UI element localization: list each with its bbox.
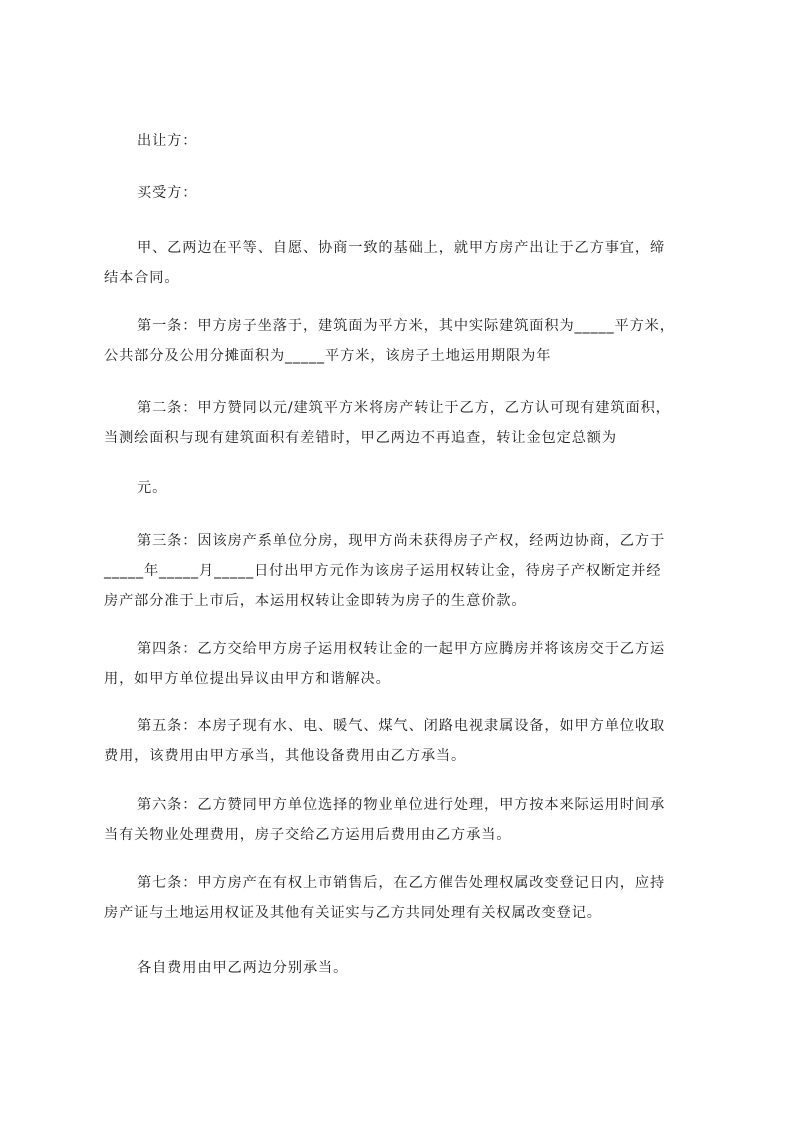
article-1: 第一条：甲方房子坐落于，建筑面为平方米，其中实际建筑面积为_____平方米， 公共部分及公用分摊面积为_____平方米，该房子土地运用期限为年 — [104, 318, 675, 364]
article-7: 第七条：甲方房产在有权上市销售后，在乙方催告处理权属改变登记日内，应持 房产证与土地运用权证及其他有关证实与乙方共同处理有关权属改变登记。 — [104, 875, 666, 921]
article-4: 第四条：乙方交给甲方房子运用权转让金的一起甲方应腾房并将该房交于乙方运 用，如甲方单位提出异议由甲方和谐解决。 — [104, 641, 666, 687]
article-6: 第六条：乙方赞同甲方单位选择的物业单位进行处理，甲方按本来际运用时间承 当有关物业处理费用，房子交给乙方运用后费用由乙方承当。 — [104, 797, 666, 843]
seller-label: 出让方： — [137, 133, 198, 149]
article-2-tail: 元。 — [137, 480, 168, 496]
article-2: 第二条：甲方赞同以元/建筑平方米将房产转让于乙方，乙方认可现有建筑面积， 当测绘面积与现有建筑面积有差错时，甲乙两边不再追查，转让金包定总额为 — [104, 400, 671, 446]
buyer-label: 买受方： — [137, 185, 198, 201]
article-3: 第三条：因该房产系单位分房，现甲方尚未获得房子产权，经两边协商，乙方于 _____年_____月_____日付出甲方元作为该房子运用权转让金，待房子产权断定并经 房产部分准于上市后，本运用权转让金即转为房子的生意价款。 — [104, 533, 666, 609]
intro-paragraph: 甲、乙两边在平等、自愿、协商一致的基础上，就甲方房产出让于乙方事宜，缔 结本合同。 — [104, 240, 666, 286]
article-5: 第五条：本房子现有水、电、暖气、煤气、闭路电视隶属设备，如甲方单位收取 费用，该费用由甲方承当，其他设备费用由乙方承当。 — [104, 718, 666, 764]
closing-paragraph: 各自费用由甲乙两边分别承当。 — [137, 960, 349, 976]
